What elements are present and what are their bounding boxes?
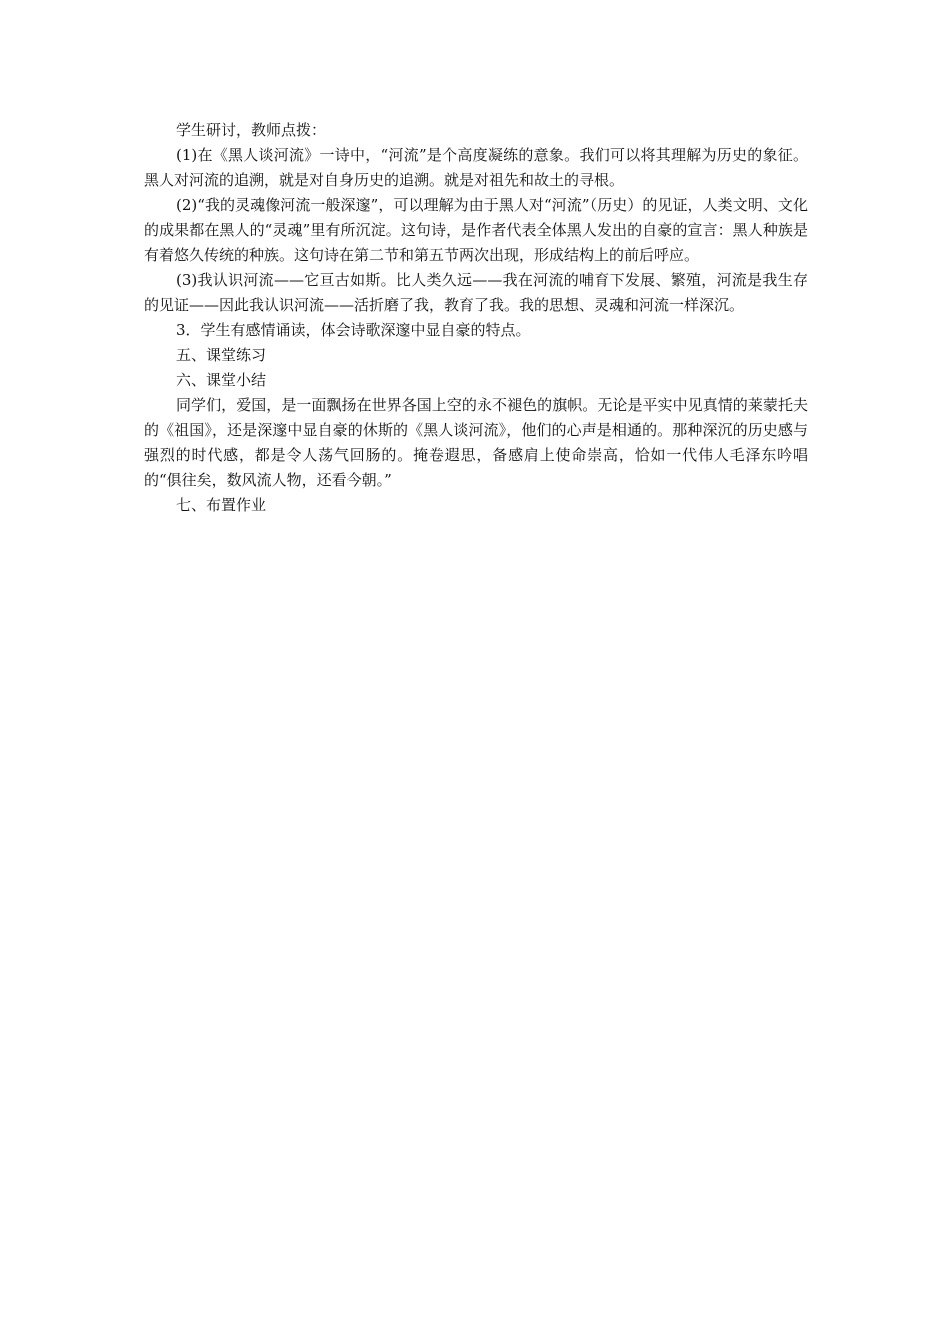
document-body (144, 118, 808, 518)
section-heading-classroom-practice: 五、课堂练习 (176, 346, 267, 364)
paragraph-discussion-intro: 学生研讨，教师点拨： (176, 121, 327, 139)
paragraph-point-3: (3)我认识河流——它亘古如斯。比人类久远——我在河流的哺育下发展、繁殖，河流是我生存的见证——因此我认识河流——活折磨了我，教育了我。我的思想、灵魂和河流一样深沉。 (144, 271, 808, 314)
paragraph-step-3: 3．学生有感情诵读，体会诗歌深邃中显自豪的特点。 (176, 321, 531, 339)
paragraph-summary: 同学们，爱国，是一面飘扬在世界各国上空的永不褪色的旗帜。无论是平实中见真情的莱蒙托夫的《祖国》，还是深邃中显自豪的休斯的《黑人谈河流》，他们的心声是相通的。那种深沉的历史感与强烈的时代感，都是令人荡气回肠的。掩卷遐思，备感肩上使命崇高，恰如一代伟人毛泽东吟唱的“俱往矣，数风流人物，还看今朝。” (144, 396, 808, 489)
section-heading-homework: 七、布置作业 (176, 496, 267, 514)
section-heading-classroom-summary: 六、课堂小结 (176, 371, 267, 389)
paragraph-point-1: (1)在《黑人谈河流》一诗中，“河流”是个高度凝练的意象。我们可以将其理解为历史的象征。黑人对河流的追溯，就是对自身历史的追溯。就是对祖先和故土的寻根。 (144, 146, 808, 189)
paragraph-point-2: (2)“我的灵魂像河流一般深邃”，可以理解为由于黑人对“河流”（历史）的见证，人类文明、文化的成果都在黑人的“灵魂”里有所沉淀。这句诗，是作者代表全体黑人发出的自豪的宣言：黑人种族是有着悠久传统的种族。这句诗在第二节和第五节两次出现，形成结构上的前后呼应。 (144, 196, 808, 264)
